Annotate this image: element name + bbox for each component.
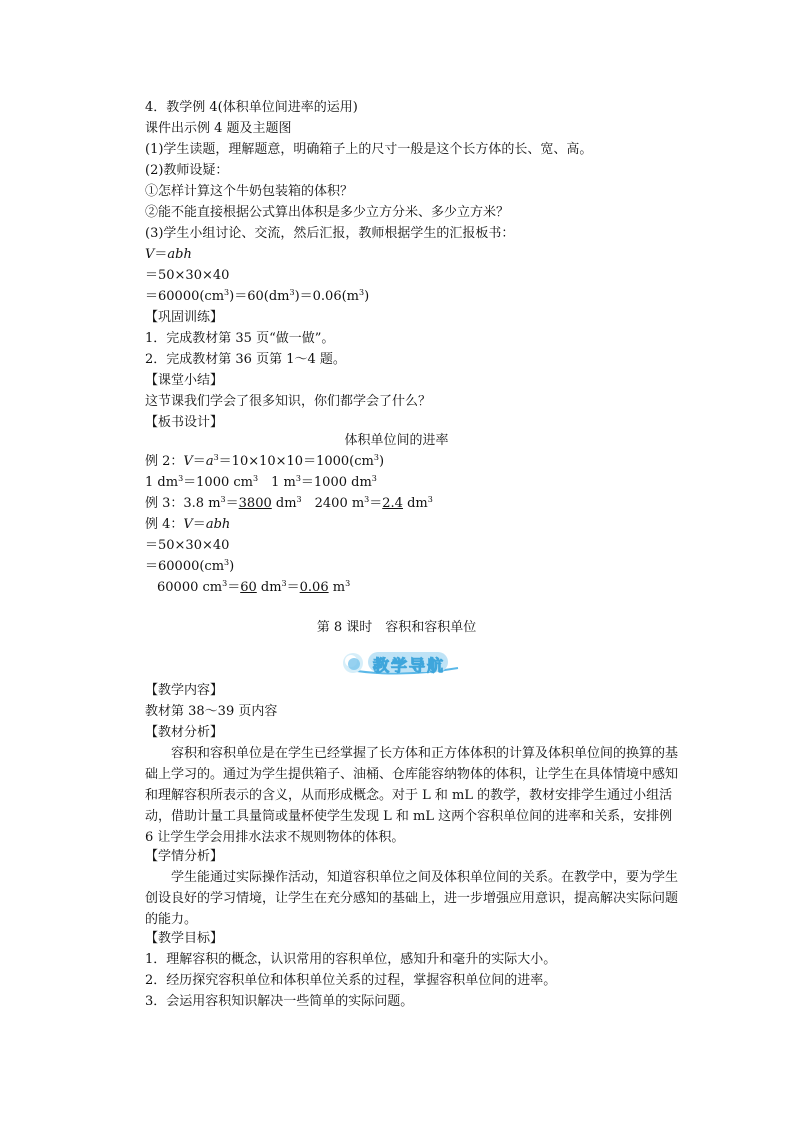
board-example4: 例 4：V＝abh [145, 517, 231, 532]
line-courseware: 课件出示例 4 题及主题图 [145, 121, 292, 136]
heading-student: 【学情分析】 [145, 849, 224, 864]
board-example4-step1: ＝50×30×40 [145, 538, 230, 553]
heading-summary: 【课堂小结】 [145, 373, 224, 388]
formula-step2: $=60000(cm^3)=60(dm^3)=0.06(m^3)$ [145, 288, 370, 304]
line-question2: ②能不能直接根据公式算出体积是多少立方分米、多少立方米？ [145, 205, 510, 220]
goal-3: 3．会运用容积知识解决一些简单的实际问题。 [145, 994, 414, 1009]
goal-1: 1．理解容积的概念，认识常用的容积单位，感知升和毫升的实际大小。 [145, 952, 557, 967]
line-question1: ①怎样计算这个牛奶包装箱的体积？ [145, 184, 354, 199]
heading-analysis: 【教材分析】 [145, 725, 224, 740]
goal-2: 2．经历探究容积单位和体积单位关系的过程，掌握容积单位间的进率。 [145, 973, 557, 988]
line-practice1: 1．完成教材第 35 页“做一做”。 [145, 331, 335, 346]
line-step3: (3)学生小组讨论、交流，然后汇报，教师根据学生的汇报板书： [145, 226, 515, 241]
line-summary: 这节课我们学会了很多知识，你们都学会了什么？ [145, 394, 432, 409]
line-practice2: 2．完成教材第 36 页第 1～4 题。 [145, 352, 346, 367]
board-title: 体积单位间的进率 [344, 433, 449, 448]
board-conversion: 1 $dm^3=1000$ $cm^3$ 1 $m^3=1000$ $dm^3$ [145, 474, 377, 490]
line-step2: (2)教师设疑： [145, 163, 229, 178]
lesson-title: 第 8 课时 容积和容积单位 [316, 620, 477, 635]
line-step1: (1)学生读题，理解题意，明确箱子上的尺寸一般是这个长方体的长、宽、高。 [145, 142, 593, 157]
teaching-guide-banner [340, 648, 460, 678]
line-content: 教材第 38～39 页内容 [145, 704, 278, 719]
heading-goals: 【教学目标】 [145, 931, 224, 946]
heading-practice: 【巩固训练】 [145, 310, 224, 325]
line-example4-title: 4．教学例 4(体积单位间进率的运用) [145, 100, 358, 115]
banner-label: 教学导航 [372, 656, 445, 675]
board-example4-step2: $=60000(cm^3)$ [145, 558, 235, 574]
paragraph-student: 学生能通过实际操作活动，知道容积单位之间及体积单位间的关系。在教学中，要为学生创设良好的学习情境，让学生在充分感知的基础上，进一步增强应用意识，提高解决实际问题的能力。 [145, 870, 679, 927]
board-example2: 例 2：$V=a^3=10\times 10\times 10=1000(cm^3)$ [145, 453, 385, 469]
heading-board: 【板书设计】 [145, 415, 224, 430]
formula-step1: ＝50×30×40 [145, 268, 230, 283]
board-example4-step3: 60000 $cm^3=60$ $dm^3=0.06$ $m^3$ [157, 579, 351, 595]
formula-volume: V＝abh [145, 247, 192, 262]
heading-content: 【教学内容】 [145, 683, 224, 698]
board-example3: 例 3：3.8 $m^3=3800$ $dm^3$ 2400 $m^3=2.4$ $dm^3$ [145, 495, 433, 511]
paragraph-analysis: 容积和容积单位是在学生已经掌握了长方体和正方体体积的计算及体积单位间的换算的基础上学习的。通过为学生提供箱子、油桶、仓库能容纳物体的体积，让学生在具体情境中感知和理解容积所表示的含义，从而形成概念。对于 L 和 mL 的教学，教材安排学生通过小组活动，借助计量工具量筒或量杯使学生发现 L 和 mL 这两个容积单位间的进率和关系，安排例 6 让学生学会用排水法求不规则物体的体积。 [145, 746, 679, 845]
